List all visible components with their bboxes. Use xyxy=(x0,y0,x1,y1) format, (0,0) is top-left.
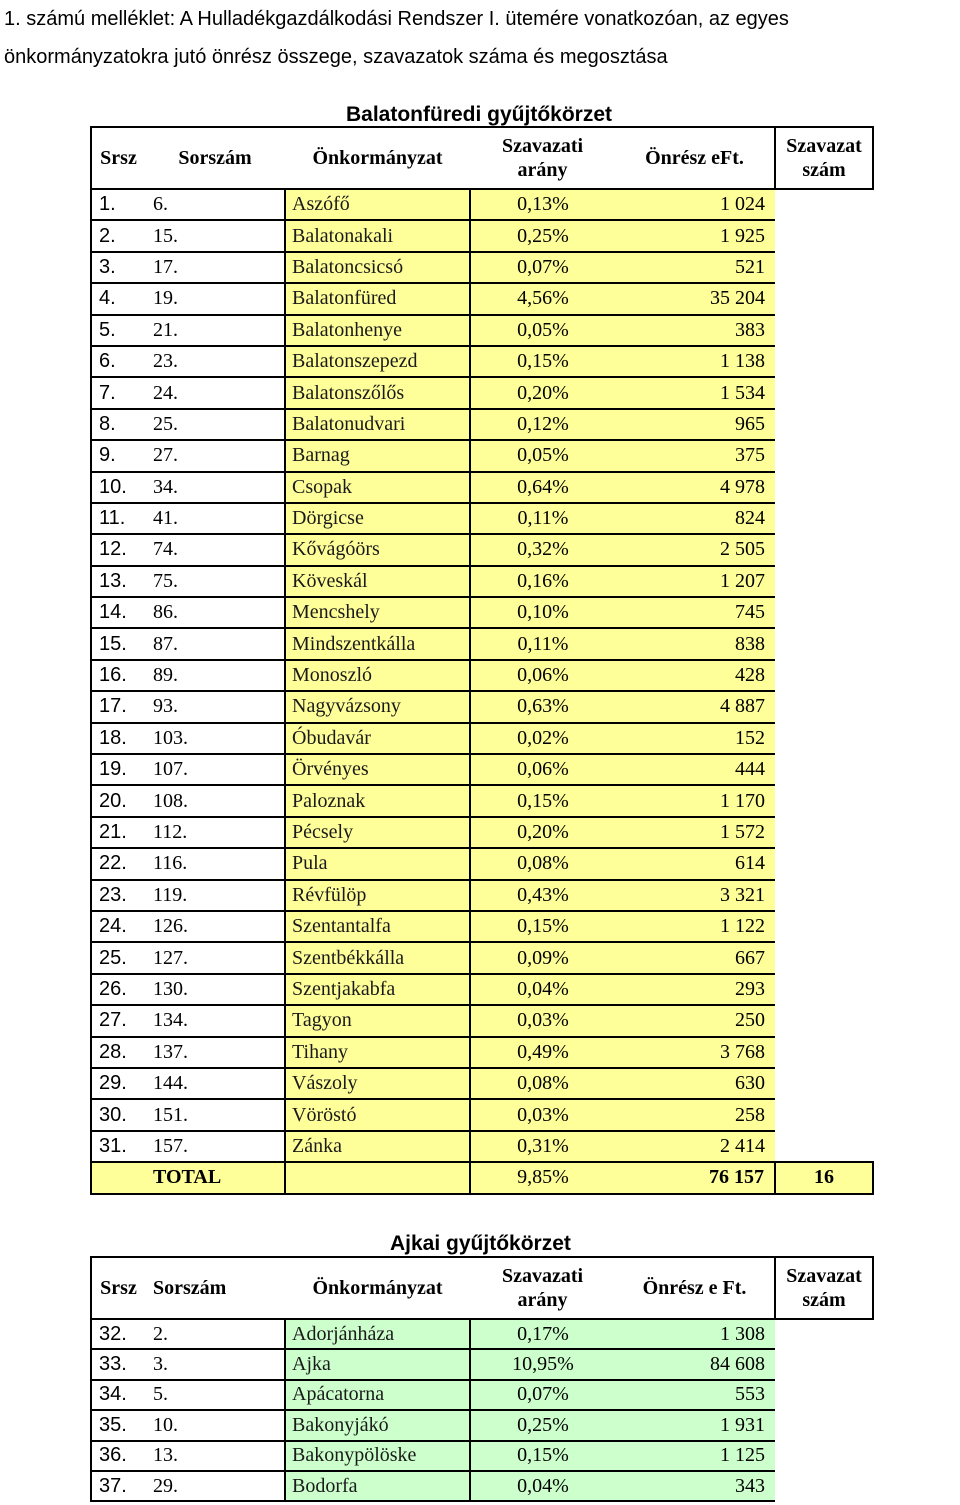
cell-onresz: 630 xyxy=(615,1068,775,1099)
cell-szavazat-szam xyxy=(775,785,873,816)
table-row xyxy=(91,1319,873,1349)
cell-szavazat-szam xyxy=(775,1005,873,1036)
cell-onresz: 1 207 xyxy=(615,566,775,597)
total-empty-name-cell xyxy=(285,1162,470,1193)
table-row xyxy=(91,942,873,973)
cell-szavazati-arany: 0,64% xyxy=(470,472,615,503)
cell-onkormanyzat: Balatonszepezd xyxy=(285,346,470,377)
cell-srsz: 18. xyxy=(91,723,145,754)
cell-srsz: 36. xyxy=(91,1441,145,1471)
cell-onkormanyzat: Pécsely xyxy=(285,817,470,848)
cell-onkormanyzat: Balatoncsicsó xyxy=(285,252,470,283)
cell-szavazati-arany: 0,11% xyxy=(470,503,615,534)
cell-onresz: 84 608 xyxy=(615,1349,775,1379)
cell-szavazat-szam xyxy=(775,1380,873,1410)
cell-szavazati-arany: 4,56% xyxy=(470,283,615,314)
section-title-ajka: Ajkai gyűjtőkörzet xyxy=(390,1232,571,1255)
cell-szavazat-szam xyxy=(775,817,873,848)
cell-szavazati-arany: 10,95% xyxy=(470,1349,615,1379)
table-row xyxy=(91,252,873,283)
cell-sorszam: 41. xyxy=(145,503,285,534)
cell-sorszam: 134. xyxy=(145,1005,285,1036)
cell-szavazat-szam xyxy=(775,1471,873,1501)
header-srsz: Srsz xyxy=(91,1257,145,1319)
cell-onkormanyzat: Balatonakali xyxy=(285,220,470,251)
cell-szavazat-szam xyxy=(775,1068,873,1099)
table-row xyxy=(91,880,873,911)
cell-onkormanyzat: Mencshely xyxy=(285,597,470,628)
cell-srsz: 19. xyxy=(91,754,145,785)
cell-onresz: 1 024 xyxy=(615,189,775,220)
cell-onkormanyzat: Pula xyxy=(285,848,470,879)
cell-onkormanyzat: Tagyon xyxy=(285,1005,470,1036)
cell-szavazati-arany: 0,32% xyxy=(470,534,615,565)
table-row xyxy=(91,911,873,942)
cell-srsz: 2. xyxy=(91,220,145,251)
cell-szavazati-arany: 0,11% xyxy=(470,628,615,659)
cell-onresz: 1 122 xyxy=(615,911,775,942)
total-empty-cell xyxy=(91,1162,145,1193)
table-row xyxy=(91,754,873,785)
cell-szavazat-szam xyxy=(775,566,873,597)
cell-szavazati-arany: 0,20% xyxy=(470,377,615,408)
cell-sorszam: 6. xyxy=(145,189,285,220)
table-row xyxy=(91,785,873,816)
cell-onresz: 4 978 xyxy=(615,472,775,503)
cell-srsz: 17. xyxy=(91,691,145,722)
table-header-row xyxy=(91,127,873,189)
cell-onkormanyzat: Vöröstó xyxy=(285,1099,470,1130)
total-row xyxy=(91,1162,873,1193)
cell-onkormanyzat: Bakonypölöske xyxy=(285,1441,470,1471)
cell-srsz: 14. xyxy=(91,597,145,628)
cell-szavazati-arany: 0,07% xyxy=(470,252,615,283)
cell-srsz: 1. xyxy=(91,189,145,220)
document-title: 1. számú melléklet: A Hulladékgazdálkodási Rendszer I. ütemére vonatkozóan, az egyes önkormányzatokra jutó önrész összege, szavazatok száma és megosztása xyxy=(4,8,789,68)
table-row xyxy=(91,1471,873,1501)
cell-szavazati-arany: 0,15% xyxy=(470,785,615,816)
table-row xyxy=(91,503,873,534)
cell-szavazati-arany: 0,12% xyxy=(470,409,615,440)
cell-onkormanyzat: Vászoly xyxy=(285,1068,470,1099)
cell-srsz: 26. xyxy=(91,974,145,1005)
cell-sorszam: 25. xyxy=(145,409,285,440)
cell-onresz: 2 414 xyxy=(615,1131,775,1162)
cell-srsz: 20. xyxy=(91,785,145,816)
header-onresz: Önrész e Ft. xyxy=(615,1257,775,1319)
cell-onkormanyzat: Kővágóörs xyxy=(285,534,470,565)
cell-szavazat-szam xyxy=(775,252,873,283)
table-row xyxy=(91,1349,873,1379)
cell-onkormanyzat: Mindszentkálla xyxy=(285,628,470,659)
table-row xyxy=(91,377,873,408)
cell-onresz: 152 xyxy=(615,723,775,754)
cell-onkormanyzat: Szentbékkálla xyxy=(285,942,470,973)
table-row xyxy=(91,283,873,314)
total-onresz: 76 157 xyxy=(615,1162,775,1193)
cell-sorszam: 130. xyxy=(145,974,285,1005)
cell-srsz: 27. xyxy=(91,1005,145,1036)
cell-szavazat-szam xyxy=(775,723,873,754)
cell-szavazat-szam xyxy=(775,472,873,503)
cell-srsz: 21. xyxy=(91,817,145,848)
cell-srsz: 29. xyxy=(91,1068,145,1099)
table-row xyxy=(91,1037,873,1068)
cell-srsz: 31. xyxy=(91,1131,145,1162)
cell-szavazat-szam xyxy=(775,409,873,440)
cell-sorszam: 112. xyxy=(145,817,285,848)
cell-sorszam: 23. xyxy=(145,346,285,377)
balatonfured-table-body xyxy=(91,189,873,1194)
table-row xyxy=(91,440,873,471)
cell-sorszam: 103. xyxy=(145,723,285,754)
total-szavazati-arany: 9,85% xyxy=(470,1162,615,1193)
table-row xyxy=(91,534,873,565)
cell-onkormanyzat: Örvényes xyxy=(285,754,470,785)
cell-szavazat-szam xyxy=(775,189,873,220)
cell-onkormanyzat: Ajka xyxy=(285,1349,470,1379)
cell-szavazati-arany: 0,09% xyxy=(470,942,615,973)
cell-onresz: 35 204 xyxy=(615,283,775,314)
cell-srsz: 8. xyxy=(91,409,145,440)
cell-szavazati-arany: 0,10% xyxy=(470,597,615,628)
cell-sorszam: 74. xyxy=(145,534,285,565)
cell-onresz: 250 xyxy=(615,1005,775,1036)
cell-szavazati-arany: 0,13% xyxy=(470,189,615,220)
cell-szavazat-szam xyxy=(775,660,873,691)
cell-szavazat-szam xyxy=(775,1131,873,1162)
cell-srsz: 15. xyxy=(91,628,145,659)
cell-szavazat-szam xyxy=(775,691,873,722)
cell-onresz: 1 925 xyxy=(615,220,775,251)
cell-szavazat-szam xyxy=(775,754,873,785)
cell-szavazat-szam xyxy=(775,911,873,942)
cell-onkormanyzat: Aszófő xyxy=(285,189,470,220)
cell-onkormanyzat: Barnag xyxy=(285,440,470,471)
table-row xyxy=(91,660,873,691)
cell-srsz: 3. xyxy=(91,252,145,283)
cell-sorszam: 151. xyxy=(145,1099,285,1130)
cell-onkormanyzat: Csopak xyxy=(285,472,470,503)
cell-szavazati-arany: 0,17% xyxy=(470,1319,615,1349)
cell-srsz: 34. xyxy=(91,1380,145,1410)
header-srsz: Srsz xyxy=(91,127,145,189)
cell-szavazat-szam xyxy=(775,974,873,1005)
cell-szavazat-szam xyxy=(775,1037,873,1068)
cell-onkormanyzat: Szentantalfa xyxy=(285,911,470,942)
cell-szavazati-arany: 0,06% xyxy=(470,660,615,691)
cell-szavazat-szam xyxy=(775,283,873,314)
cell-onkormanyzat: Bakonyjákó xyxy=(285,1410,470,1440)
table-row xyxy=(91,723,873,754)
cell-szavazati-arany: 0,49% xyxy=(470,1037,615,1068)
cell-onkormanyzat: Balatonudvari xyxy=(285,409,470,440)
cell-srsz: 32. xyxy=(91,1319,145,1349)
cell-sorszam: 127. xyxy=(145,942,285,973)
cell-srsz: 7. xyxy=(91,377,145,408)
cell-szavazati-arany: 0,15% xyxy=(470,1441,615,1471)
cell-szavazati-arany: 0,05% xyxy=(470,315,615,346)
total-szavazat-szam: 16 xyxy=(775,1162,873,1193)
table-row xyxy=(91,691,873,722)
cell-sorszam: 89. xyxy=(145,660,285,691)
cell-szavazati-arany: 0,04% xyxy=(470,1471,615,1501)
cell-onkormanyzat: Nagyvázsony xyxy=(285,691,470,722)
cell-sorszam: 34. xyxy=(145,472,285,503)
ajka-table-body xyxy=(91,1319,873,1501)
cell-szavazati-arany: 0,05% xyxy=(470,440,615,471)
cell-srsz: 6. xyxy=(91,346,145,377)
ajka-table xyxy=(90,1256,874,1502)
cell-szavazati-arany: 0,06% xyxy=(470,754,615,785)
cell-szavazat-szam xyxy=(775,315,873,346)
cell-szavazat-szam xyxy=(775,1349,873,1379)
cell-onresz: 553 xyxy=(615,1380,775,1410)
cell-szavazati-arany: 0,15% xyxy=(470,346,615,377)
header-sorszam: Sorszám xyxy=(145,127,285,189)
cell-szavazati-arany: 0,07% xyxy=(470,1380,615,1410)
header-szavazati-arany: Szavazati arány xyxy=(470,127,615,189)
cell-sorszam: 137. xyxy=(145,1037,285,1068)
cell-szavazat-szam xyxy=(775,440,873,471)
cell-szavazat-szam xyxy=(775,1099,873,1130)
cell-srsz: 30. xyxy=(91,1099,145,1130)
cell-onresz: 745 xyxy=(615,597,775,628)
cell-onkormanyzat: Balatonszőlős xyxy=(285,377,470,408)
cell-onkormanyzat: Dörgicse xyxy=(285,503,470,534)
cell-srsz: 10. xyxy=(91,472,145,503)
cell-szavazat-szam xyxy=(775,346,873,377)
cell-srsz: 28. xyxy=(91,1037,145,1068)
cell-sorszam: 19. xyxy=(145,283,285,314)
cell-onkormanyzat: Óbudavár xyxy=(285,723,470,754)
cell-onresz: 3 321 xyxy=(615,880,775,911)
cell-sorszam: 87. xyxy=(145,628,285,659)
cell-onresz: 1 308 xyxy=(615,1319,775,1349)
cell-szavazati-arany: 0,63% xyxy=(470,691,615,722)
cell-onresz: 838 xyxy=(615,628,775,659)
table-row xyxy=(91,1441,873,1471)
table-row xyxy=(91,220,873,251)
cell-szavazati-arany: 0,08% xyxy=(470,1068,615,1099)
cell-sorszam: 119. xyxy=(145,880,285,911)
table-row xyxy=(91,1099,873,1130)
cell-szavazati-arany: 0,25% xyxy=(470,1410,615,1440)
table-row xyxy=(91,974,873,1005)
cell-sorszam: 17. xyxy=(145,252,285,283)
table-row xyxy=(91,566,873,597)
table-row xyxy=(91,1068,873,1099)
cell-szavazat-szam xyxy=(775,377,873,408)
cell-onresz: 258 xyxy=(615,1099,775,1130)
table-row xyxy=(91,472,873,503)
cell-srsz: 16. xyxy=(91,660,145,691)
cell-szavazati-arany: 0,43% xyxy=(470,880,615,911)
cell-szavazati-arany: 0,03% xyxy=(470,1005,615,1036)
cell-srsz: 25. xyxy=(91,942,145,973)
table-row xyxy=(91,597,873,628)
cell-srsz: 13. xyxy=(91,566,145,597)
cell-szavazati-arany: 0,03% xyxy=(470,1099,615,1130)
cell-onresz: 444 xyxy=(615,754,775,785)
table-row xyxy=(91,1005,873,1036)
cell-sorszam: 144. xyxy=(145,1068,285,1099)
table-row xyxy=(91,315,873,346)
cell-sorszam: 93. xyxy=(145,691,285,722)
cell-onresz: 1 572 xyxy=(615,817,775,848)
cell-onresz: 4 887 xyxy=(615,691,775,722)
table-row xyxy=(91,817,873,848)
cell-srsz: 33. xyxy=(91,1349,145,1379)
cell-onresz: 383 xyxy=(615,315,775,346)
header-onkormanyzat: Önkormányzat xyxy=(285,127,470,189)
cell-szavazat-szam xyxy=(775,942,873,973)
cell-onkormanyzat: Paloznak xyxy=(285,785,470,816)
cell-onresz: 965 xyxy=(615,409,775,440)
cell-sorszam: 13. xyxy=(145,1441,285,1471)
cell-onkormanyzat: Zánka xyxy=(285,1131,470,1162)
cell-szavazati-arany: 0,15% xyxy=(470,911,615,942)
cell-onresz: 293 xyxy=(615,974,775,1005)
cell-sorszam: 10. xyxy=(145,1410,285,1440)
table-row xyxy=(91,409,873,440)
table-row xyxy=(91,1131,873,1162)
total-label: TOTAL xyxy=(145,1162,285,1193)
cell-sorszam: 27. xyxy=(145,440,285,471)
header-szavazat-szam: Szavazat szám xyxy=(775,1257,873,1319)
cell-sorszam: 107. xyxy=(145,754,285,785)
cell-szavazat-szam xyxy=(775,220,873,251)
cell-szavazat-szam xyxy=(775,848,873,879)
cell-szavazat-szam xyxy=(775,1441,873,1471)
cell-sorszam: 2. xyxy=(145,1319,285,1349)
cell-szavazati-arany: 0,25% xyxy=(470,220,615,251)
cell-szavazat-szam xyxy=(775,1410,873,1440)
table-row xyxy=(91,1380,873,1410)
cell-sorszam: 15. xyxy=(145,220,285,251)
cell-onresz: 2 505 xyxy=(615,534,775,565)
cell-onresz: 428 xyxy=(615,660,775,691)
cell-sorszam: 108. xyxy=(145,785,285,816)
cell-szavazati-arany: 0,16% xyxy=(470,566,615,597)
cell-onresz: 1 931 xyxy=(615,1410,775,1440)
cell-srsz: 35. xyxy=(91,1410,145,1440)
header-onkormanyzat: Önkormányzat xyxy=(285,1257,470,1319)
cell-onkormanyzat: Köveskál xyxy=(285,566,470,597)
cell-szavazati-arany: 0,08% xyxy=(470,848,615,879)
cell-szavazat-szam xyxy=(775,503,873,534)
cell-szavazat-szam xyxy=(775,628,873,659)
cell-srsz: 22. xyxy=(91,848,145,879)
cell-onresz: 343 xyxy=(615,1471,775,1501)
table-header-row xyxy=(91,1257,873,1319)
balatonfured-table xyxy=(90,126,874,1195)
cell-szavazati-arany: 0,02% xyxy=(470,723,615,754)
cell-onresz: 1 125 xyxy=(615,1441,775,1471)
cell-onresz: 824 xyxy=(615,503,775,534)
cell-onkormanyzat: Adorjánháza xyxy=(285,1319,470,1349)
cell-szavazat-szam xyxy=(775,597,873,628)
cell-onkormanyzat: Tihany xyxy=(285,1037,470,1068)
cell-srsz: 23. xyxy=(91,880,145,911)
header-sorszam: Sorszám xyxy=(145,1257,285,1319)
cell-srsz: 12. xyxy=(91,534,145,565)
cell-szavazati-arany: 0,04% xyxy=(470,974,615,1005)
cell-sorszam: 21. xyxy=(145,315,285,346)
cell-onresz: 614 xyxy=(615,848,775,879)
table-row xyxy=(91,346,873,377)
cell-onresz: 375 xyxy=(615,440,775,471)
cell-onkormanyzat: Balatonhenye xyxy=(285,315,470,346)
cell-sorszam: 3. xyxy=(145,1349,285,1379)
cell-onresz: 1 138 xyxy=(615,346,775,377)
cell-szavazati-arany: 0,20% xyxy=(470,817,615,848)
cell-sorszam: 126. xyxy=(145,911,285,942)
cell-onkormanyzat: Szentjakabfa xyxy=(285,974,470,1005)
cell-srsz: 37. xyxy=(91,1471,145,1501)
cell-szavazat-szam xyxy=(775,880,873,911)
cell-sorszam: 29. xyxy=(145,1471,285,1501)
cell-szavazat-szam xyxy=(775,1319,873,1349)
cell-sorszam: 5. xyxy=(145,1380,285,1410)
table-row xyxy=(91,628,873,659)
header-szavazat-szam: Szavazat szám xyxy=(775,127,873,189)
cell-sorszam: 116. xyxy=(145,848,285,879)
cell-sorszam: 157. xyxy=(145,1131,285,1162)
cell-onresz: 3 768 xyxy=(615,1037,775,1068)
cell-onkormanyzat: Révfülöp xyxy=(285,880,470,911)
table-row xyxy=(91,1410,873,1440)
cell-onkormanyzat: Apácatorna xyxy=(285,1380,470,1410)
cell-onkormanyzat: Monoszló xyxy=(285,660,470,691)
header-szavazati-arany: Szavazati arány xyxy=(470,1257,615,1319)
cell-srsz: 24. xyxy=(91,911,145,942)
cell-srsz: 5. xyxy=(91,315,145,346)
cell-sorszam: 75. xyxy=(145,566,285,597)
cell-onresz: 1 534 xyxy=(615,377,775,408)
cell-srsz: 11. xyxy=(91,503,145,534)
cell-szavazati-arany: 0,31% xyxy=(470,1131,615,1162)
cell-onresz: 1 170 xyxy=(615,785,775,816)
cell-sorszam: 86. xyxy=(145,597,285,628)
cell-srsz: 4. xyxy=(91,283,145,314)
cell-onkormanyzat: Balatonfüred xyxy=(285,283,470,314)
cell-sorszam: 24. xyxy=(145,377,285,408)
cell-szavazat-szam xyxy=(775,534,873,565)
cell-srsz: 9. xyxy=(91,440,145,471)
section-title-balatonfured: Balatonfüredi gyűjtőkörzet xyxy=(346,103,613,126)
cell-onresz: 667 xyxy=(615,942,775,973)
table-row xyxy=(91,189,873,220)
cell-onresz: 521 xyxy=(615,252,775,283)
cell-onkormanyzat: Bodorfa xyxy=(285,1471,470,1501)
table-row xyxy=(91,848,873,879)
header-onresz: Önrész eFt. xyxy=(615,127,775,189)
